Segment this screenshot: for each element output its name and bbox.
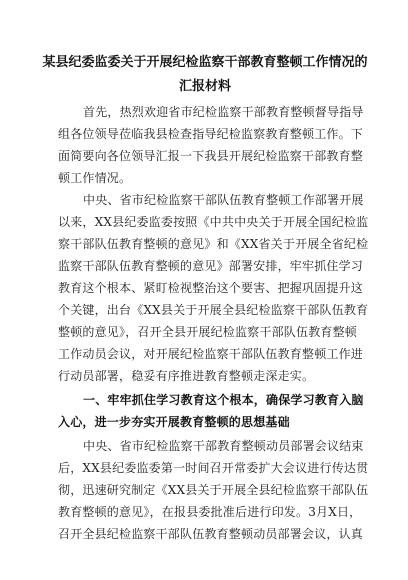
paragraph-3-line: 中央、省市纪检监察干部教育整顿动员部署会议结束 xyxy=(83,439,364,453)
paragraph-1-line: 组各位领导莅临我县检查指导纪检监察教育整顿工作。下 xyxy=(58,127,364,141)
paragraph-3-line: 教育整顿的意见》，在报县委批准后进行印发。3月X日， xyxy=(58,505,362,519)
paragraph-2-line: 监察干部队伍教育整顿的意见》部署安排，牢牢抓住学习 xyxy=(58,259,364,273)
paragraph-3-line: 彻，迅速研究制定《XX县关于开展全县纪检监察干部队伍 xyxy=(58,483,369,497)
paragraph-3-line: 召开全县纪检监察干部队伍教育整顿动员部署会议，认真 xyxy=(58,527,364,541)
section-heading-line: 一、牢牢抓住学习教育这个根本，确保学习教育入脑 xyxy=(83,393,364,407)
paragraph-1-line: 面简要向各位领导汇报一下我县开展纪检监察干部教育整 xyxy=(58,149,364,163)
paragraph-2-line: 中央、省市纪检监察干部队伍教育整顿工作部署开展 xyxy=(83,193,364,207)
paragraph-2-line: 教育这个根本、紧盯检视整治这个要害、把握巩固提升这 xyxy=(58,281,364,295)
document-title-line-1: 某县纪委监委关于开展纪检监察干部教育整顿工作情况的 xyxy=(42,55,368,70)
paragraph-2-line: 以来，XX县纪委监委按照《中共中央关于开展全国纪检监 xyxy=(58,215,369,229)
paragraph-2-line: 个关键，出台《XX县关于开展全县纪检监察干部队伍教育 xyxy=(58,303,369,317)
paragraph-1-line: 首先，热烈欢迎省市纪检监察干部教育整顿督导指导 xyxy=(83,105,364,119)
document-title-line-2: 汇报材料 xyxy=(178,79,231,94)
paragraph-2-line: 行动员部署，稳妥有序推进教育整顿走深走实。 xyxy=(58,369,315,383)
section-heading-line: 入心，进一步夯实开展教育整顿的思想基础 xyxy=(58,415,290,429)
paragraph-2-line: 整顿的意见》，召开全县开展纪检监察干部队伍教育整顿 xyxy=(58,325,358,339)
paragraph-1-line: 顿工作情况。 xyxy=(58,171,132,185)
paragraph-2-line: 察干部队伍教育整顿的意见》和《XX省关于开展全省纪检 xyxy=(58,237,369,251)
paragraph-2-line: 工作动员会议，对开展纪检监察干部队伍教育整顿工作进 xyxy=(58,347,364,361)
paragraph-3-line: 后，XX县纪委监委第一时间召开常委扩大会议进行传达贯 xyxy=(58,461,369,475)
